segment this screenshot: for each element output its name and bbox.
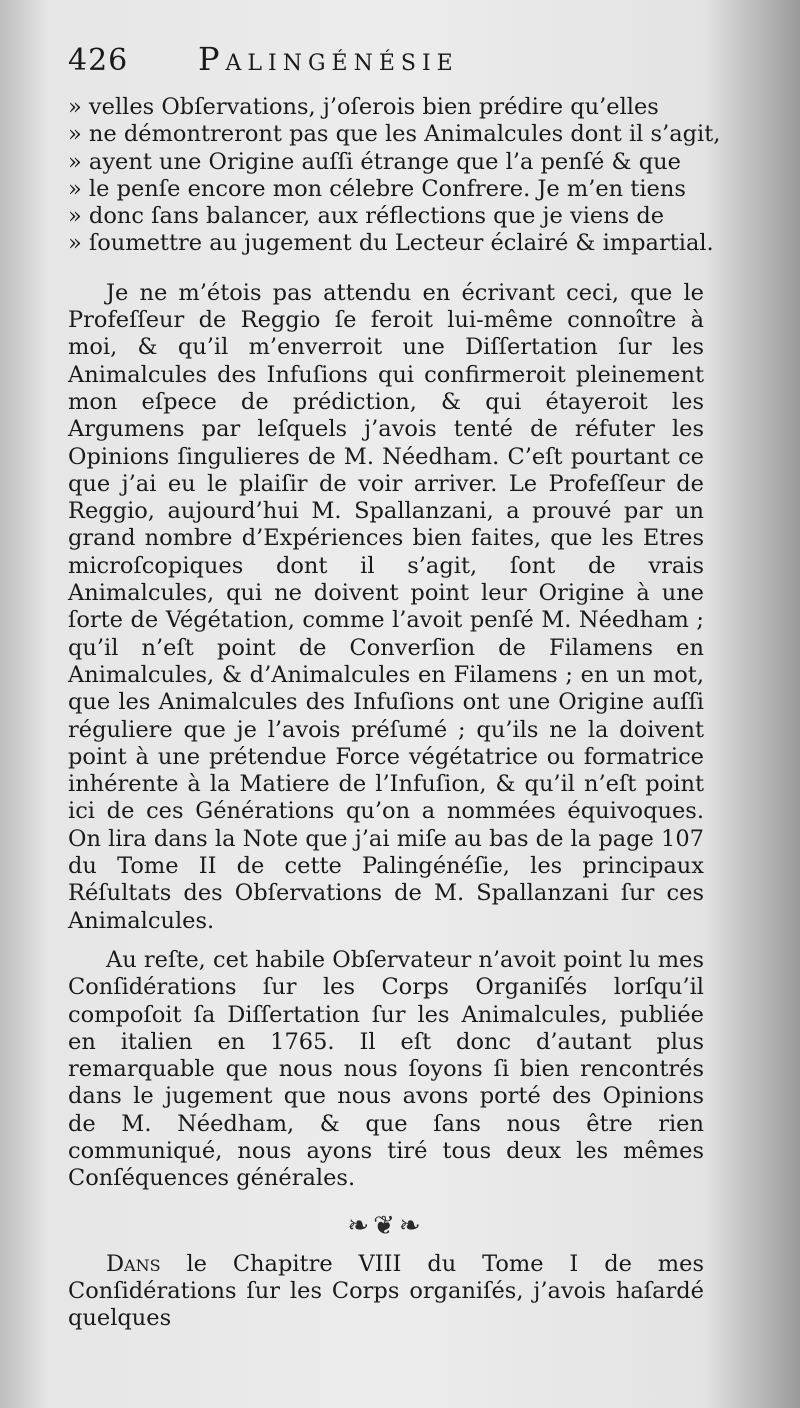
quote-block xyxy=(68,94,721,258)
running-title: Palingénésie xyxy=(198,40,459,78)
page-number: 426 xyxy=(68,43,129,78)
paragraph-1: Je ne m’étois pas attendu en écrivant ceci, que le Profeſſeur de Reggio ſe feroit lui-même connoître à moi, & qu’il m’enverroit une Diſſertation ſur les Animalcules des Infuſions qui confirmeroit pleinement mon eſpece de prédiction, & qui étayeroit les Argumens par leſquels j’avois tenté de réfuter les Opinions ſingulieres de M. Néedham. C’eſt pourtant ce que j’ai eu le plaiſir de voir arriver. Le Profeſſeur de Reggio, aujourd’hui M. Spallanzani, a prouvé par un grand nombre d’Expériences bien faites, que les Etres microſcopiques dont il s’agit, ſont de vrais Animalcules, qui ne doivent point leur Origine à une ſorte de Végétation, comme l’avoit penſé M. Néedham ; qu’il n’eſt point de Converſion de Filamens en Animalcules, & d’Animalcules en Filamens ; en un mot, que les Animalcules des Infuſions ont une Origine auſſi réguliere que je l’avois préſumé ; qu’ils ne la doivent point à une prétendue Force végétatrice ou formatrice inhérente à la Matiere de l’Infuſion, & qu’il n’eſt point ici de ces Générations qu’on a nommées équivoques. On lira dans la Note que j’ai miſe au bas de la page 107 du Tome II de cette Palingénéſie, les principaux Réſultats des Obſervations de M. Spallanzani ſur ces Animalcules. xyxy=(68,279,704,934)
quote-line: » ſoumettre au jugement du Lecteur éclairé & impartial. xyxy=(68,230,714,257)
quote-line: » ayent une Origine auſſi étrange que l’a penſé & que xyxy=(68,148,681,175)
paragraph-2: Au reſte, cet habile Obſervateur n’avoit point lu mes Conſidérations ſur les Corps Organiſés lorſqu’il compoſoit ſa Diſſertation ſur les Animalcules, publiée en italien en 1765. Il eſt donc d’autant plus remarquable que nous nous ſoyons ſi bien rencontrés dans le jugement que nous avons porté des Opinions de M. Néedham, & que ſans nous être rien communiqué, nous ayons tiré tous deux les mêmes Conſéquences générales. xyxy=(68,946,704,1192)
quote-line: » velles Obſervations, j’oſerois bien prédire qu’elles xyxy=(68,94,659,120)
quote-line: » ne démontreront pas que les Animalcules dont il s’agit, xyxy=(68,121,721,148)
paragraph-3-lead: Dans xyxy=(106,1250,161,1277)
paragraph-3 xyxy=(68,1251,704,1333)
quote-line: » donc ſans balancer, aux réflections que je viens de xyxy=(68,203,665,230)
paragraph-3-text: le Chapitre VIII du Tome I de mes Conſidérations ſur les Corps organiſés, j’avois haſardé quelques xyxy=(68,1250,704,1332)
quote-line: » le penſe encore mon célebre Confrere. Je m’en tiens xyxy=(68,175,686,202)
page-header xyxy=(68,40,704,94)
ornament: ❧❦❧ xyxy=(347,1210,425,1241)
